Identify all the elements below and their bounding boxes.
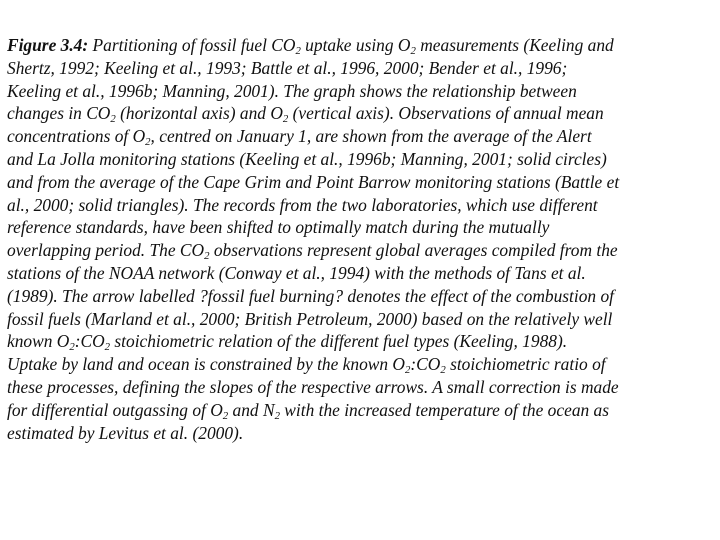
caption-line (7, 57, 713, 80)
caption-text: and from the average of the Cape Grim and Point Barrow monitoring stations (Battle et (7, 171, 620, 192)
caption-line (7, 194, 713, 217)
caption-line (7, 399, 713, 422)
caption-text: and N (228, 399, 275, 420)
caption-line (7, 102, 713, 125)
caption-line (7, 285, 713, 308)
caption-text: fossil fuels (Marland et al., 2000; British Petroleum, 2000) based on the relatively well (7, 308, 613, 329)
subscript: 2 (440, 364, 446, 377)
subscript: 2 (110, 113, 116, 126)
caption-text: :CO (410, 354, 441, 375)
caption-line (7, 422, 713, 445)
subscript: 2 (69, 341, 75, 354)
subscript: 2 (204, 250, 210, 263)
caption-line (7, 308, 713, 331)
caption-text: measurements (Keeling and (415, 35, 614, 55)
caption-line (7, 239, 713, 262)
caption-line (7, 171, 713, 194)
caption-text: (1989). The arrow labelled ?fossil fuel burning? denotes the effect of the combustion of (7, 285, 614, 306)
caption-line (7, 262, 713, 285)
caption-text: stoichiometric relation of the different fuel types (Keeling, 1988). (110, 331, 568, 352)
caption-text: Uptake by land and ocean is constrained by the known O (7, 354, 405, 375)
caption-text: changes in CO (7, 103, 111, 124)
subscript: 2 (282, 113, 289, 126)
figure-label: Figure 3.4: (7, 35, 89, 55)
caption-text: for differential outgassing of O (7, 399, 223, 420)
subscript: 2 (222, 409, 229, 422)
caption-line (7, 34, 713, 57)
caption-line (7, 148, 713, 171)
caption-text: known O (7, 331, 70, 352)
caption-text: (vertical axis). Observations of annual mean (288, 103, 604, 124)
caption-text: estimated by Levitus et al. (2000). (7, 422, 244, 443)
caption-line (7, 376, 713, 399)
caption-text: and La Jolla monitoring stations (Keeling et al., 1996b; Manning, 2001; solid circles) (7, 148, 607, 169)
caption-text: reference standards, have been shifted to optimally match during the mutually (7, 217, 550, 238)
caption-text: with the increased temperature of the ocean as (279, 399, 610, 420)
caption-text: Shertz, 1992; Keeling et al., 1993; Battle et al., 1996, 2000; Bender et al., 1996; (7, 57, 568, 78)
figure-caption (7, 34, 713, 444)
caption-text: Keeling et al., 1996b; Manning, 2001). The graph shows the relationship between (7, 80, 577, 101)
caption-text: stoichiometric ratio of (445, 354, 606, 375)
caption-text: these processes, defining the slopes of the respective arrows. A small correction is made (7, 376, 619, 397)
caption-text: overlapping period. The CO (7, 240, 205, 261)
caption-text: uptake using O (300, 35, 411, 55)
caption-text: stations of the NOAA network (Conway et al., 1994) with the methods of Tans et al. (7, 262, 586, 283)
subscript: 2 (145, 136, 151, 149)
subscript: 2 (295, 45, 301, 58)
caption-line (7, 80, 713, 103)
caption-line (7, 125, 713, 148)
caption-text: al., 2000; solid triangles). The records from the two laboratories, which use different (7, 194, 598, 215)
subscript: 2 (104, 341, 111, 354)
caption-text: :CO (74, 331, 105, 352)
subscript: 2 (410, 45, 416, 58)
caption-text: (horizontal axis) and O (115, 103, 283, 124)
caption-text: , centred on January 1, are shown from the average of the Alert (150, 126, 592, 147)
subscript: 2 (274, 409, 280, 422)
caption-text: concentrations of O (7, 126, 146, 147)
caption-text: Partitioning of fossil fuel CO (88, 35, 296, 55)
caption-line (7, 330, 713, 353)
caption-line (7, 353, 713, 376)
caption-line (7, 216, 713, 239)
caption-text: observations represent global averages compiled from the (209, 240, 618, 261)
subscript: 2 (404, 364, 411, 377)
